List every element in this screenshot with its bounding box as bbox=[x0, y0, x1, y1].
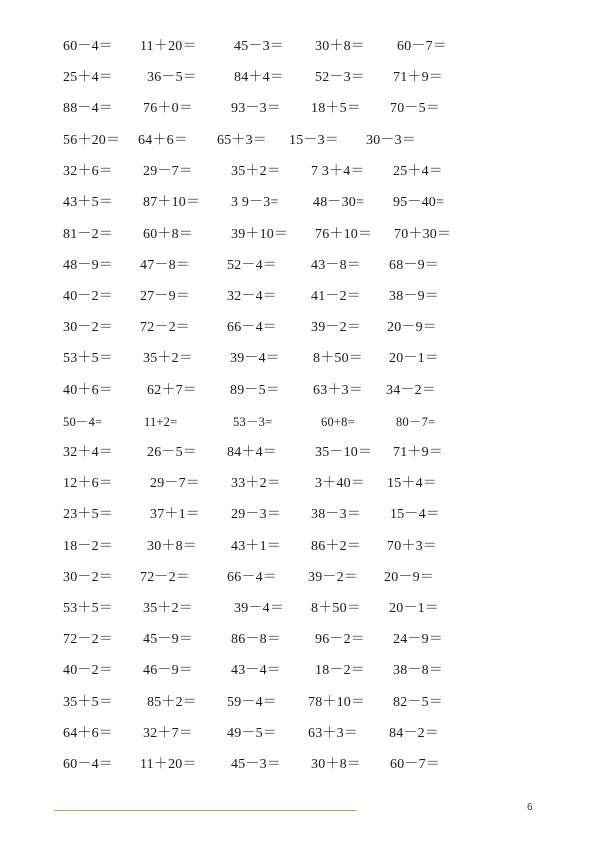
problem-cell: 18－2＝ bbox=[315, 663, 365, 678]
problem-cell: 8＋50＝ bbox=[313, 351, 363, 366]
problem-cell: 11＋20＝ bbox=[140, 757, 197, 772]
problem-cell: 30－3＝ bbox=[366, 133, 416, 148]
problem-cell: 59－4＝ bbox=[227, 695, 277, 710]
problem-row bbox=[0, 443, 595, 463]
problem-cell: 86＋2＝ bbox=[311, 539, 361, 554]
footer-rule bbox=[54, 810, 357, 811]
problem-row bbox=[0, 537, 595, 557]
problem-cell: 33＋2＝ bbox=[231, 476, 281, 491]
problem-cell: 60－4＝ bbox=[63, 757, 113, 772]
problem-cell: 3＋40＝ bbox=[315, 476, 365, 491]
problem-cell: 30－2＝ bbox=[63, 570, 113, 585]
problem-cell: 84＋4＝ bbox=[227, 445, 277, 460]
problem-cell: 27－9＝ bbox=[140, 289, 190, 304]
problem-cell: 47－8＝ bbox=[140, 258, 190, 273]
problem-cell: 39－4＝ bbox=[230, 351, 280, 366]
problem-cell: 45－3＝ bbox=[231, 757, 281, 772]
problem-cell: 82－5＝ bbox=[393, 695, 443, 710]
problem-cell: 71＋9＝ bbox=[393, 70, 443, 85]
problem-row bbox=[0, 661, 595, 681]
problem-cell: 30＋8＝ bbox=[315, 39, 365, 54]
problem-cell: 35＋2＝ bbox=[231, 164, 281, 179]
problem-cell: 60－4＝ bbox=[63, 39, 113, 54]
problem-cell: 32＋4＝ bbox=[63, 445, 113, 460]
problem-cell: 32＋6＝ bbox=[63, 164, 113, 179]
problem-cell: 41－2＝ bbox=[311, 289, 361, 304]
problem-cell: 11+2= bbox=[144, 415, 178, 429]
problem-cell: 35＋2＝ bbox=[143, 351, 193, 366]
problem-cell: 35＋5＝ bbox=[63, 695, 113, 710]
problem-cell: 20－1＝ bbox=[389, 601, 439, 616]
problem-row bbox=[0, 349, 595, 369]
problem-cell: 52－4＝ bbox=[227, 258, 277, 273]
problem-cell: 45－9＝ bbox=[143, 632, 193, 647]
problem-cell: 29－3＝ bbox=[231, 507, 281, 522]
problem-cell: 30＋8＝ bbox=[147, 539, 197, 554]
problem-cell: 43－4＝ bbox=[231, 663, 281, 678]
problem-cell: 25＋4＝ bbox=[393, 164, 443, 179]
problem-cell: 39－4＝ bbox=[234, 601, 284, 616]
problem-row bbox=[0, 755, 595, 775]
problem-cell: 49－5＝ bbox=[227, 726, 277, 741]
problem-cell: 35－10＝ bbox=[315, 445, 373, 460]
problem-cell: 66－4＝ bbox=[227, 570, 277, 585]
problem-cell: 64＋6＝ bbox=[138, 133, 188, 148]
problem-cell: 40－2＝ bbox=[63, 289, 113, 304]
problem-row bbox=[0, 724, 595, 744]
problem-cell: 18－2＝ bbox=[63, 539, 113, 554]
problem-cell: 68－9＝ bbox=[389, 258, 439, 273]
problem-cell: 29－7＝ bbox=[150, 476, 200, 491]
problem-row bbox=[0, 505, 595, 525]
problem-row bbox=[0, 225, 595, 245]
problem-cell: 39－2＝ bbox=[311, 320, 361, 335]
problem-cell: 56＋20＝ bbox=[63, 133, 121, 148]
problem-cell: 25＋4＝ bbox=[63, 70, 113, 85]
problem-cell: 71＋9＝ bbox=[393, 445, 443, 460]
page-number: 6 bbox=[527, 802, 533, 813]
problem-row bbox=[0, 412, 595, 432]
problem-row bbox=[0, 256, 595, 276]
problem-cell: 60+8= bbox=[321, 415, 355, 429]
problem-cell: 85＋2＝ bbox=[147, 695, 197, 710]
problem-cell: 64＋6＝ bbox=[63, 726, 113, 741]
problem-cell: 53－3= bbox=[233, 415, 273, 429]
problem-cell: 81－2＝ bbox=[63, 227, 113, 242]
problem-cell: 70＋3＝ bbox=[387, 539, 437, 554]
problem-cell: 38－9＝ bbox=[389, 289, 439, 304]
problem-cell: 48－9＝ bbox=[63, 258, 113, 273]
problem-cell: 43－8＝ bbox=[311, 258, 361, 273]
problem-cell: 20－9＝ bbox=[384, 570, 434, 585]
problem-row bbox=[0, 381, 595, 401]
problem-cell: 38－8＝ bbox=[393, 663, 443, 678]
problem-row bbox=[0, 68, 595, 88]
problem-cell: 34－2＝ bbox=[386, 383, 436, 398]
problem-cell: 52－3＝ bbox=[315, 70, 365, 85]
problem-cell: 15＋4＝ bbox=[387, 476, 437, 491]
problem-row bbox=[0, 37, 595, 57]
problem-cell: 70－5＝ bbox=[390, 101, 440, 116]
problem-cell: 20－1＝ bbox=[389, 351, 439, 366]
problem-cell: 40－2＝ bbox=[63, 663, 113, 678]
problem-cell: 29－7＝ bbox=[143, 164, 193, 179]
problem-cell: 37＋1＝ bbox=[150, 507, 200, 522]
problem-cell: 78＋10＝ bbox=[308, 695, 366, 710]
problem-cell: 36－5＝ bbox=[147, 70, 197, 85]
problem-row bbox=[0, 162, 595, 182]
problem-row bbox=[0, 693, 595, 713]
problem-cell: 65＋3＝ bbox=[217, 133, 267, 148]
problem-cell: 53＋5＝ bbox=[63, 351, 113, 366]
problem-row bbox=[0, 318, 595, 338]
problem-cell: 35＋2＝ bbox=[143, 601, 193, 616]
problem-row bbox=[0, 568, 595, 588]
problem-cell: 12＋6＝ bbox=[63, 476, 113, 491]
problem-cell: 18＋5＝ bbox=[311, 101, 361, 116]
problem-cell: 84＋4＝ bbox=[234, 70, 284, 85]
problem-row bbox=[0, 131, 595, 151]
problem-cell: 15－4＝ bbox=[390, 507, 440, 522]
problem-cell: 95－40= bbox=[393, 195, 445, 210]
problem-row bbox=[0, 287, 595, 307]
problem-cell: 39＋10＝ bbox=[231, 227, 289, 242]
problem-row bbox=[0, 99, 595, 119]
problem-cell: 39－2＝ bbox=[308, 570, 358, 585]
problem-cell: 53＋5＝ bbox=[63, 601, 113, 616]
problem-cell: 30－2＝ bbox=[63, 320, 113, 335]
problem-row bbox=[0, 630, 595, 650]
problem-cell: 20－9＝ bbox=[387, 320, 437, 335]
problem-cell: 43＋5＝ bbox=[63, 195, 113, 210]
problem-cell: 70＋30＝ bbox=[394, 227, 452, 242]
problem-cell: 32＋7＝ bbox=[143, 726, 193, 741]
problem-cell: 32－4＝ bbox=[227, 289, 277, 304]
problem-cell: 86－8＝ bbox=[231, 632, 281, 647]
problem-cell: 76＋0＝ bbox=[143, 101, 193, 116]
problem-cell: 72－2＝ bbox=[140, 320, 190, 335]
problem-cell: 40＋6＝ bbox=[63, 383, 113, 398]
problem-cell: 76＋10＝ bbox=[315, 227, 373, 242]
problem-cell: 72－2＝ bbox=[140, 570, 190, 585]
problem-cell: 43＋1＝ bbox=[231, 539, 281, 554]
problem-row bbox=[0, 193, 595, 213]
problem-cell: 88－4＝ bbox=[63, 101, 113, 116]
problem-cell: 38－3＝ bbox=[311, 507, 361, 522]
problem-row bbox=[0, 599, 595, 619]
problem-cell: 46－9＝ bbox=[143, 663, 193, 678]
problem-cell: 23＋5＝ bbox=[63, 507, 113, 522]
problem-row bbox=[0, 474, 595, 494]
problem-cell: 96－2＝ bbox=[315, 632, 365, 647]
problem-cell: 3 9－3= bbox=[231, 195, 279, 210]
problem-cell: 60＋8＝ bbox=[143, 227, 193, 242]
problem-cell: 7 3＋4＝ bbox=[311, 164, 365, 179]
problem-cell: 11＋20＝ bbox=[140, 39, 197, 54]
problem-cell: 26－5＝ bbox=[147, 445, 197, 460]
problem-cell: 8＋50＝ bbox=[311, 601, 361, 616]
problem-cell: 45－3＝ bbox=[234, 39, 284, 54]
problem-cell: 63＋3＝ bbox=[313, 383, 363, 398]
problem-cell: 80－7= bbox=[396, 415, 436, 429]
problem-cell: 63＋3＝ bbox=[308, 726, 358, 741]
problem-cell: 84－2＝ bbox=[389, 726, 439, 741]
problem-cell: 87＋10＝ bbox=[143, 195, 201, 210]
problem-cell: 15－3＝ bbox=[289, 133, 339, 148]
problem-cell: 72－2＝ bbox=[63, 632, 113, 647]
problem-cell: 62＋7＝ bbox=[147, 383, 197, 398]
problem-cell: 66－4＝ bbox=[227, 320, 277, 335]
problem-cell: 30＋8＝ bbox=[311, 757, 361, 772]
problem-cell: 24－9＝ bbox=[393, 632, 443, 647]
problem-cell: 50－4= bbox=[63, 415, 103, 429]
problem-cell: 60－7＝ bbox=[390, 757, 440, 772]
problem-cell: 89－5＝ bbox=[230, 383, 280, 398]
problem-cell: 48－30= bbox=[313, 195, 365, 210]
problem-cell: 93－3＝ bbox=[231, 101, 281, 116]
problem-cell: 60－7＝ bbox=[397, 39, 447, 54]
